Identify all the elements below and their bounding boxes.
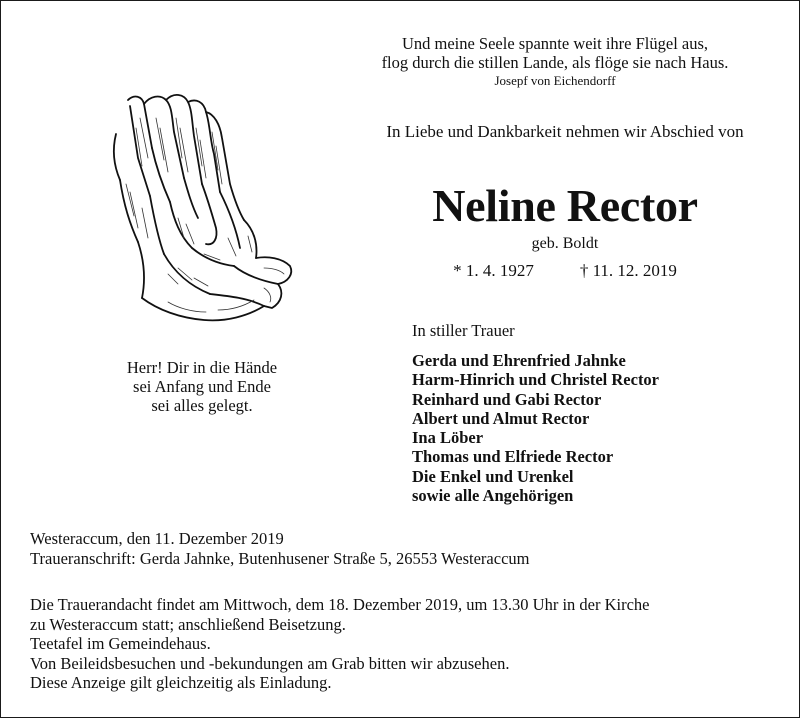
birth-date: * 1. 4. 1927: [453, 261, 534, 280]
farewell-intro: In Liebe und Dankbarkeit nehmen wir Abschied von: [386, 122, 744, 141]
funeral-line: Diese Anzeige gilt gleichzeitig als Einladung.: [30, 673, 332, 692]
quote-line: flog durch die stillen Lande, als flöge sie nach Haus.: [381, 53, 729, 72]
list-item: sowie alle Angehörigen: [412, 486, 574, 506]
prayer-line: Herr! Dir in die Hände: [126, 358, 278, 377]
birth-name: geb. Boldt: [531, 235, 599, 252]
list-item: Reinhard und Gabi Rector: [412, 389, 602, 409]
death-date: † 11. 12. 2019: [579, 261, 677, 280]
prayer-line: sei Anfang und Ende: [133, 377, 271, 396]
praying-hands-icon: [108, 88, 298, 334]
life-dates: [345, 261, 785, 281]
list-item: Gerda und Ehrenfried Jahnke: [412, 351, 626, 370]
quote-line: Und meine Seele spannte weit ihre Flügel aus,: [401, 34, 709, 53]
funeral-line: Die Trauerandacht findet am Mittwoch, dem 18. Dezember 2019, um 13.30 Uhr in der Kirche: [30, 595, 650, 614]
list-item: Thomas und Elfriede Rector: [412, 447, 614, 467]
mourners-intro: In stiller Trauer: [412, 321, 515, 340]
prayer-verse: [92, 358, 312, 415]
prayer-line: sei alles gelegt.: [151, 396, 253, 415]
place-date: Westeraccum, den 11. Dezember 2019: [30, 529, 284, 548]
eichendorff-quote: [340, 34, 770, 89]
mourning-address: Traueranschrift: Gerda Jahnke, Butenhusener Straße 5, 26553 Westeraccum: [30, 548, 530, 568]
funeral-line: Teetafel im Gemeindehaus.: [30, 634, 211, 653]
quote-author: Josepf von Eichendorff: [494, 73, 616, 88]
list-item: Ina Löber: [412, 428, 484, 448]
deceased-name: Neline Rector: [432, 180, 698, 231]
list-item: Die Enkel und Urenkel: [412, 466, 574, 486]
funeral-line: Von Beileidsbesuchen und -bekundungen am Grab bitten wir abzusehen.: [30, 653, 510, 673]
list-item: Harm-Hinrich und Christel Rector: [412, 370, 660, 390]
place-and-address: [30, 529, 770, 568]
funeral-line: zu Westeraccum statt; anschließend Beisetzung.: [30, 614, 346, 634]
funeral-details: [30, 595, 790, 693]
list-item: Albert und Almut Rector: [412, 408, 590, 428]
mourners-list: [412, 351, 659, 505]
